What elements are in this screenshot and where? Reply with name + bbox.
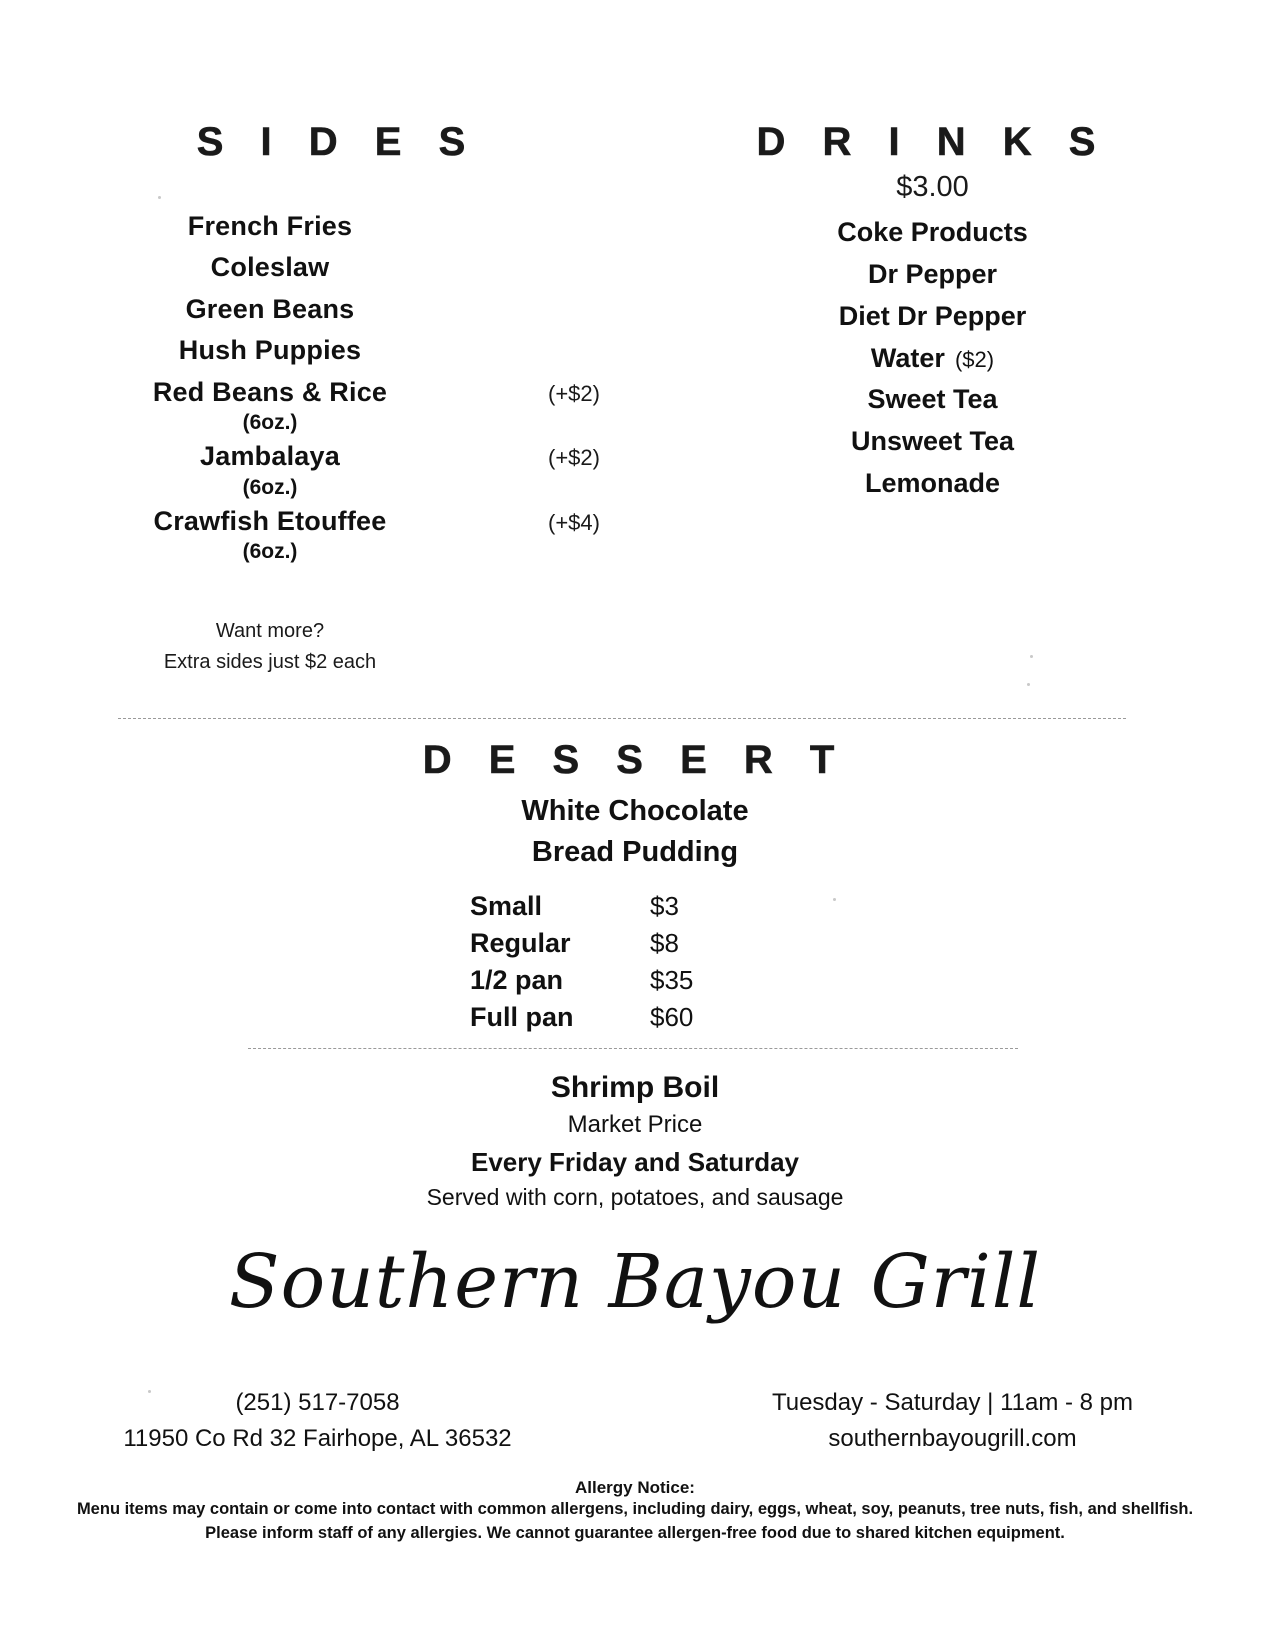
hours: Tuesday - Saturday | 11am - 8 pm — [771, 1389, 1134, 1416]
side-name: Crawfish Etouffee — [153, 505, 387, 536]
shrimp-boil-title: Shrimp Boil — [550, 1071, 720, 1104]
sides-list — [40, 207, 635, 564]
dessert-section — [0, 738, 1270, 1039]
dessert-heading: D E S S E R T — [422, 738, 848, 782]
side-name: Coleslaw — [210, 252, 330, 283]
drinks-heading: D R I N K S — [756, 120, 1109, 164]
side-name: Green Beans — [185, 293, 355, 324]
dessert-size-label: Regular — [470, 928, 571, 959]
dessert-size-label: Full pan — [470, 1002, 574, 1033]
extra-sides-line1: Want more? — [215, 620, 325, 643]
contact-right — [635, 1385, 1270, 1457]
top-columns — [0, 120, 1270, 678]
list-item — [635, 338, 1230, 380]
drink-name: Lemonade — [864, 468, 1001, 499]
list-item — [40, 437, 635, 500]
list-item — [40, 290, 635, 329]
drinks-base-price: $3.00 — [896, 171, 969, 203]
side-name: Hush Puppies — [178, 335, 362, 366]
side-name: Jambalaya — [200, 441, 340, 472]
list-item — [40, 331, 635, 370]
shrimp-boil-price: Market Price — [567, 1111, 703, 1138]
side-upcharge: (+$2) — [548, 445, 600, 471]
list-item — [40, 373, 635, 436]
allergy-notice-title: Allergy Notice: — [575, 1478, 695, 1497]
list-item — [470, 965, 800, 996]
dessert-price: $60 — [650, 1002, 694, 1033]
address: 11950 Co Rd 32 Fairhope, AL 36532 — [123, 1425, 512, 1452]
list-item — [470, 891, 800, 922]
logo-script-text: Southern Bayou Grill — [228, 1239, 1042, 1325]
list-item — [470, 928, 800, 959]
list-item — [635, 379, 1230, 421]
dessert-price: $3 — [650, 891, 679, 922]
drink-name: Coke Products — [837, 217, 1028, 247]
website-link[interactable]: southernbayougrill.com — [828, 1425, 1077, 1452]
drinks-list — [635, 212, 1230, 505]
side-portion: (6oz.) — [242, 540, 298, 564]
restaurant-logo — [0, 1239, 1270, 1325]
drink-name: Dr Pepper — [867, 258, 998, 289]
dessert-size-label: 1/2 pan — [470, 965, 564, 996]
drink-name: Sweet Tea — [867, 384, 998, 415]
drink-note: ($2) — [954, 346, 995, 372]
list-item — [40, 248, 635, 287]
dessert-size-label: Small — [470, 891, 543, 922]
dessert-name-line1: White Chocolate — [521, 795, 749, 827]
divider — [118, 718, 1126, 719]
drinks-section — [635, 120, 1270, 678]
list-item — [635, 421, 1230, 463]
list-item — [470, 1002, 800, 1033]
dessert-name-line2: Bread Pudding — [531, 836, 739, 869]
phone-number[interactable]: (251) 517-7058 — [235, 1389, 400, 1416]
drink-name: Water — [870, 342, 945, 373]
side-upcharge: (+$4) — [548, 509, 600, 535]
list-item — [40, 207, 635, 246]
list-item — [635, 254, 1230, 296]
drink-name: Unsweet Tea — [850, 426, 1015, 457]
extra-sides-note — [40, 616, 500, 678]
side-name: Red Beans & Rice — [152, 376, 388, 407]
dessert-item-name — [0, 791, 1270, 873]
side-portion: (6oz.) — [242, 411, 298, 435]
shrimp-boil-days: Every Friday and Saturday — [470, 1147, 800, 1177]
allergy-notice-line2: Please inform staff of any allergies. We cannot guarantee allergen-free food due to shared kitchen equipment. — [205, 1523, 1065, 1542]
shrimp-boil-section — [0, 1068, 1270, 1211]
dessert-price: $35 — [650, 965, 694, 996]
list-item — [635, 463, 1230, 505]
allergy-notice — [0, 1478, 1270, 1546]
contact-footer — [0, 1385, 1270, 1457]
allergy-notice-line1: Menu items may contain or come into contact with common allergens, including dairy, eggs, wheat, soy, peanuts, tree nuts, fish, and shellfish. — [76, 1500, 1194, 1518]
drink-name: Diet Dr Pepper — [838, 300, 1027, 331]
contact-left — [0, 1385, 635, 1457]
side-portion: (6oz.) — [242, 475, 298, 499]
side-name: French Fries — [187, 211, 353, 241]
list-item — [635, 296, 1230, 338]
extra-sides-line2: Extra sides just $2 each — [163, 651, 377, 674]
sides-section — [0, 120, 635, 678]
dessert-price: $8 — [650, 928, 679, 959]
scan-speck — [1027, 683, 1030, 686]
list-item — [40, 502, 635, 565]
list-item — [635, 212, 1230, 254]
side-upcharge: (+$2) — [548, 380, 600, 406]
dessert-price-list — [470, 891, 800, 1033]
shrimp-boil-served-with: Served with corn, potatoes, and sausage — [426, 1184, 844, 1210]
divider — [248, 1048, 1018, 1049]
sides-heading: S I D E S — [196, 120, 479, 164]
